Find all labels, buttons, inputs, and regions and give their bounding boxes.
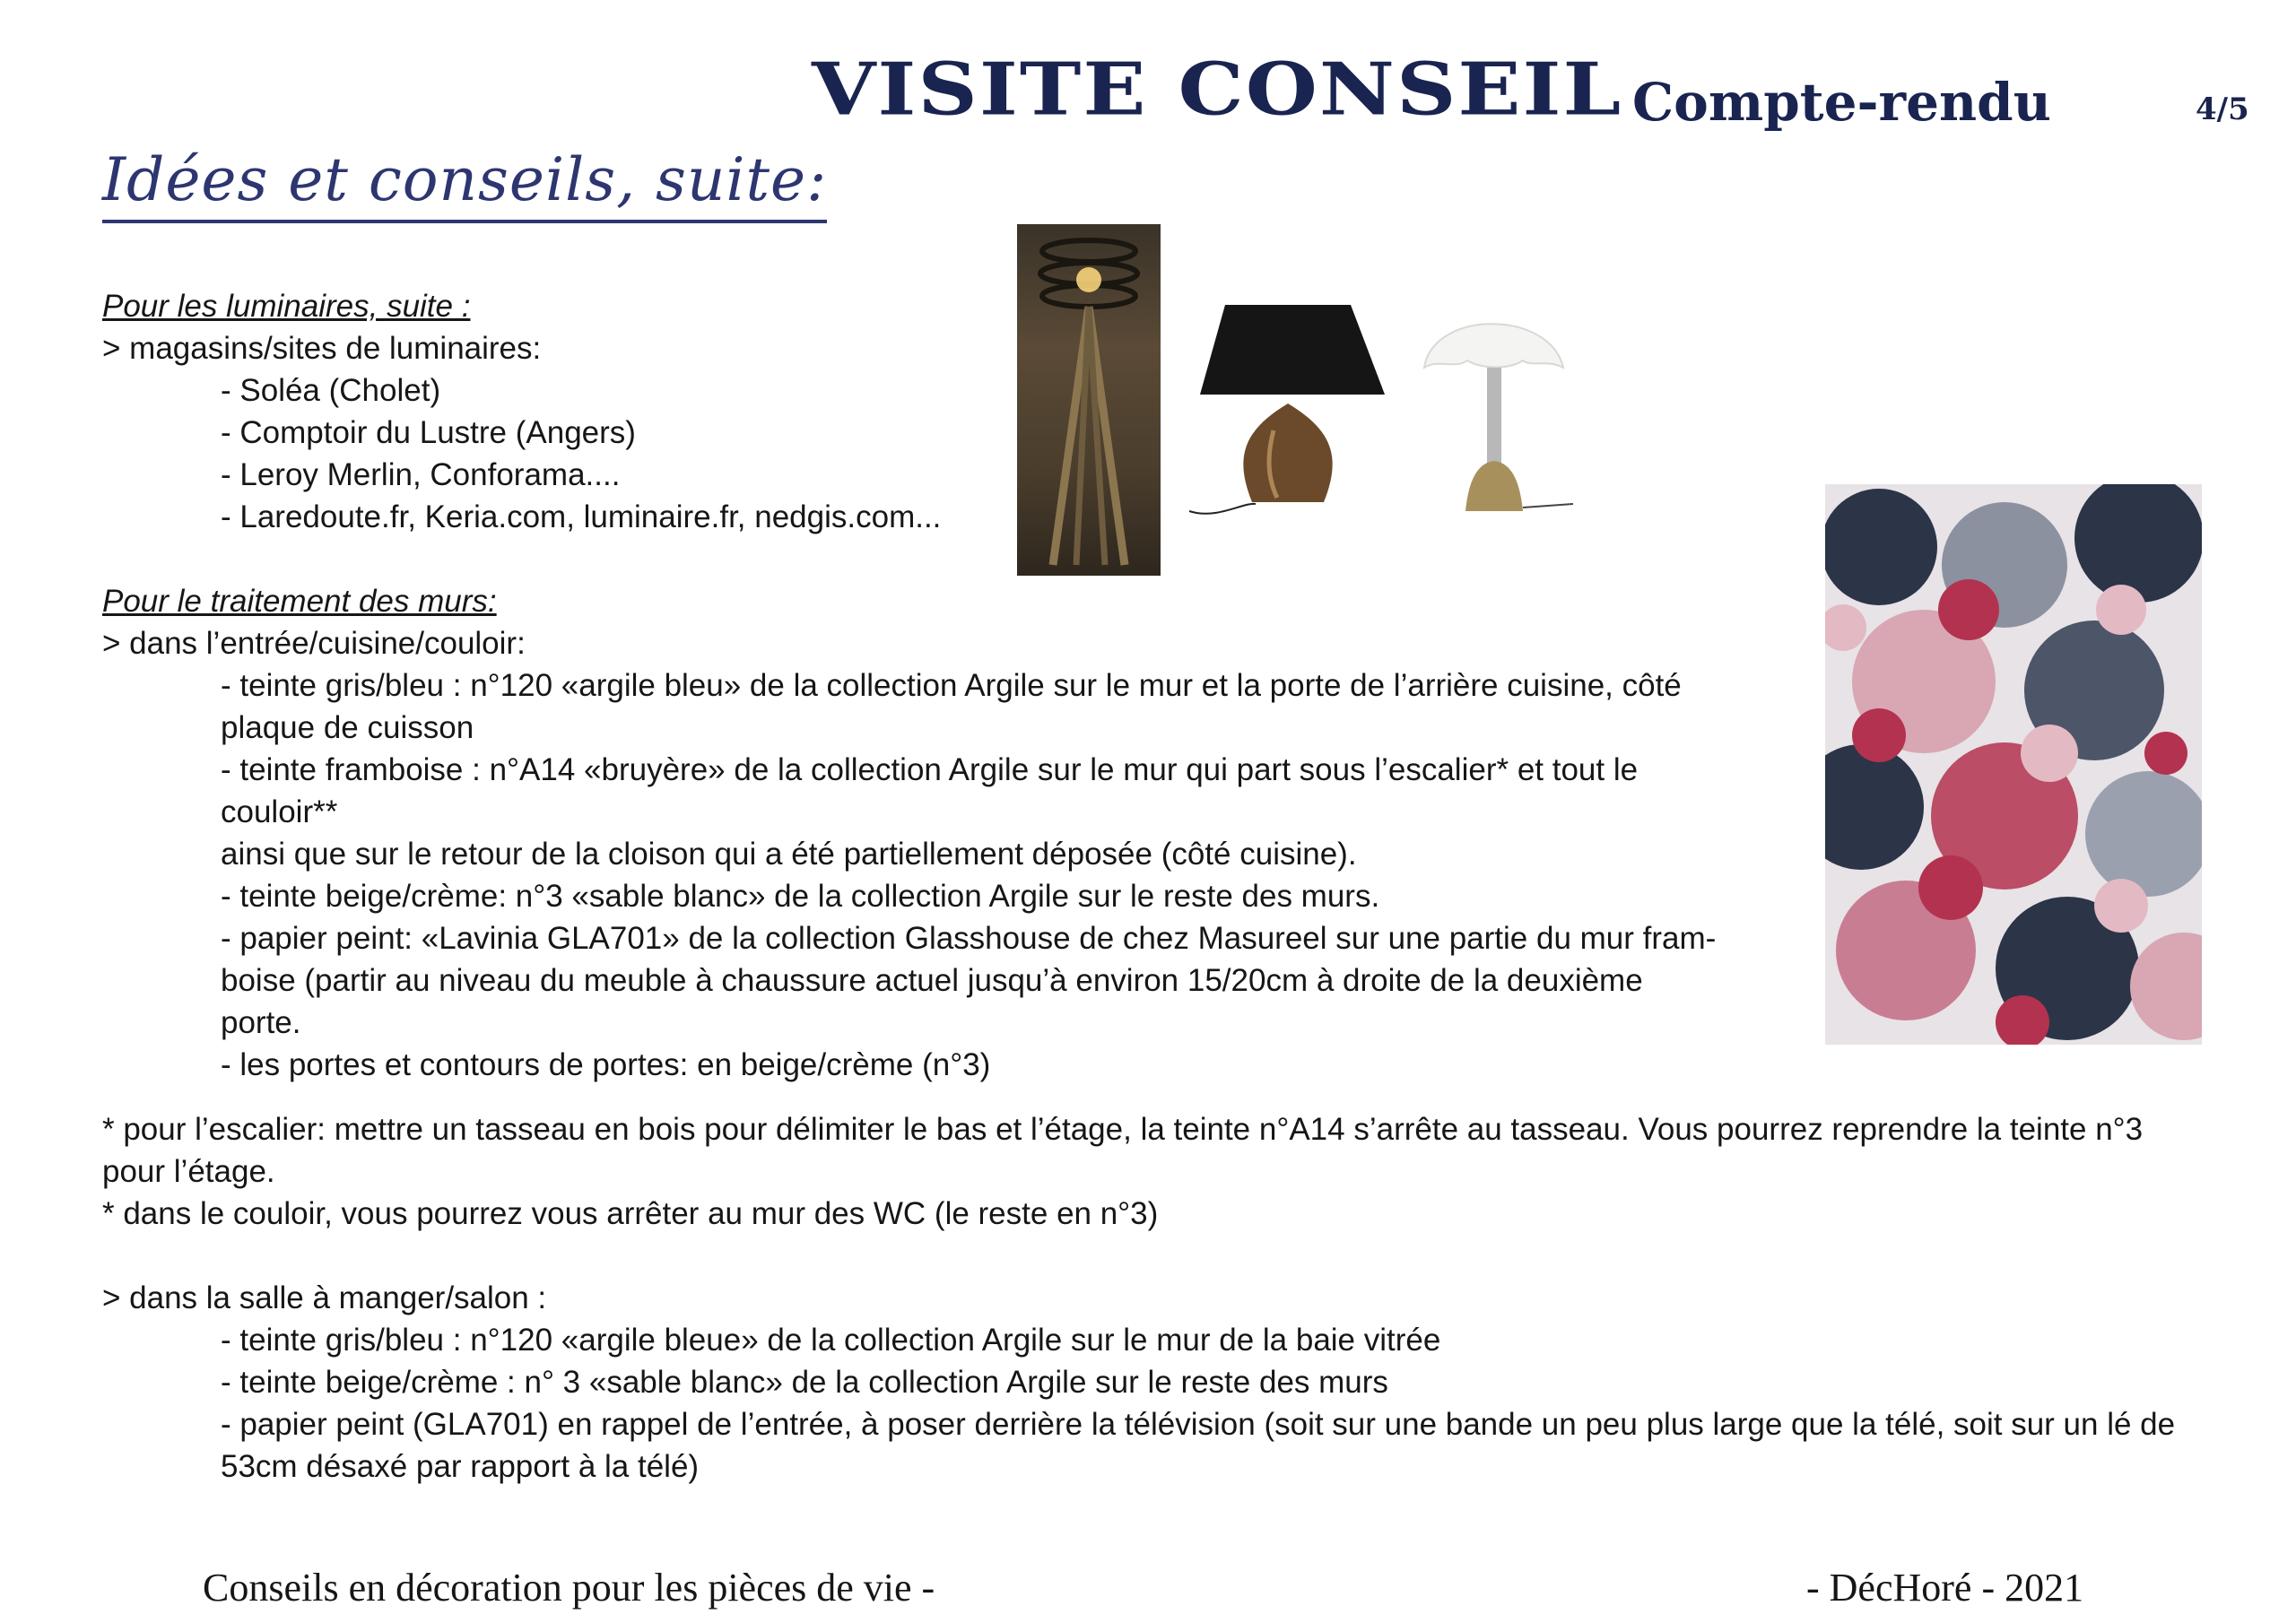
luminaires-section xyxy=(102,285,941,538)
luminaires-intro: > magasins/sites de luminaires: xyxy=(102,331,542,366)
list-item: - Soléa (Cholet) xyxy=(221,373,441,408)
document-title: VISITE CONSEIL xyxy=(812,47,1623,133)
bronze-table-lamp-photo xyxy=(1180,296,1396,531)
list-item: - teinte framboise : n°A14 «bruyère» de la collection Argile sur le mur qui part sous l’escalier* et tout le xyxy=(221,752,1639,787)
list-item: porte. xyxy=(221,1005,301,1040)
mushroom-lamp-illustration xyxy=(1415,296,1577,531)
list-item: ainsi que sur le retour de la cloison qui a été partiellement déposée (côté cuisine). xyxy=(221,837,1357,872)
footer-right-text: - DécHoré - 2021 xyxy=(1806,1566,2084,1610)
murs-heading: Pour le traitement des murs: xyxy=(102,584,497,619)
list-item: - Comptoir du Lustre (Angers) xyxy=(221,415,636,450)
list-item: - Leroy Merlin, Conforama.... xyxy=(221,457,621,492)
floor-lamp-illustration xyxy=(1017,224,1161,576)
document-subtitle: Compte-rendu xyxy=(1632,72,2051,133)
list-item: 53cm désaxé par rapport à la télé) xyxy=(221,1449,700,1484)
section-heading: Idées et conseils, suite: xyxy=(102,145,827,223)
footer-left-text: Conseils en décoration pour les pièces de vie - xyxy=(203,1566,935,1610)
wallpaper-pattern-illustration xyxy=(1825,484,2202,1045)
list-item: - teinte gris/bleu : n°120 «argile bleu» de la collection Argile sur le mur et la porte de l’arrière cuisine, côté xyxy=(221,668,1682,703)
salon-intro: > dans la salle à manger/salon : xyxy=(102,1280,547,1315)
floral-wallpaper-sample xyxy=(1825,484,2202,1045)
list-item: - papier peint (GLA701) en rappel de l’entrée, à poser derrière la télévision (soit sur une bande un peu plus large que la télé, soit sur un lé de xyxy=(221,1407,2176,1442)
list-item: - papier peint: «Lavinia GLA701» de la collection Glasshouse de chez Masureel sur une partie du mur fram- xyxy=(221,921,1717,956)
list-item: - teinte beige/crème: n°3 «sable blanc» de la collection Argile sur le reste des murs. xyxy=(221,879,1380,914)
luminaires-heading: Pour les luminaires, suite : xyxy=(102,289,471,324)
salon-section xyxy=(102,1277,2175,1488)
floor-lamp-photo xyxy=(1017,224,1161,576)
list-item: - teinte beige/crème : n° 3 «sable blanc» de la collection Argile sur le reste des murs xyxy=(221,1365,1388,1400)
table-lamp-illustration xyxy=(1180,296,1396,531)
entree-intro: > dans l’entrée/cuisine/couloir: xyxy=(102,626,526,661)
list-item: plaque de cuisson xyxy=(221,710,474,745)
notes-section xyxy=(102,1108,2143,1235)
note-line: * dans le couloir, vous pourrez vous arrêter au mur des WC (le reste en n°3) xyxy=(102,1196,1159,1231)
page-header xyxy=(0,47,2296,136)
white-mushroom-lamp-photo xyxy=(1415,296,1577,531)
murs-section xyxy=(102,580,1716,1086)
page-number: 4/5 xyxy=(2196,91,2249,127)
list-item: - les portes et contours de portes: en beige/crème (n°3) xyxy=(221,1047,991,1082)
note-line: pour l’étage. xyxy=(102,1154,275,1189)
list-item: boise (partir au niveau du meuble à chaussure actuel jusqu’à environ 15/20cm à droite de la deuxième xyxy=(221,963,1643,998)
list-item: couloir** xyxy=(221,794,338,829)
note-line: * pour l’escalier: mettre un tasseau en bois pour délimiter le bas et l’étage, la teinte n°A14 s’arrête au tasseau. Vous pourrez reprendre la teinte n°3 xyxy=(102,1112,2144,1147)
list-item: - Laredoute.fr, Keria.com, luminaire.fr, nedgis.com... xyxy=(221,499,942,534)
list-item: - teinte gris/bleu : n°120 «argile bleue» de la collection Argile sur le mur de la baie vitrée xyxy=(221,1323,1441,1358)
